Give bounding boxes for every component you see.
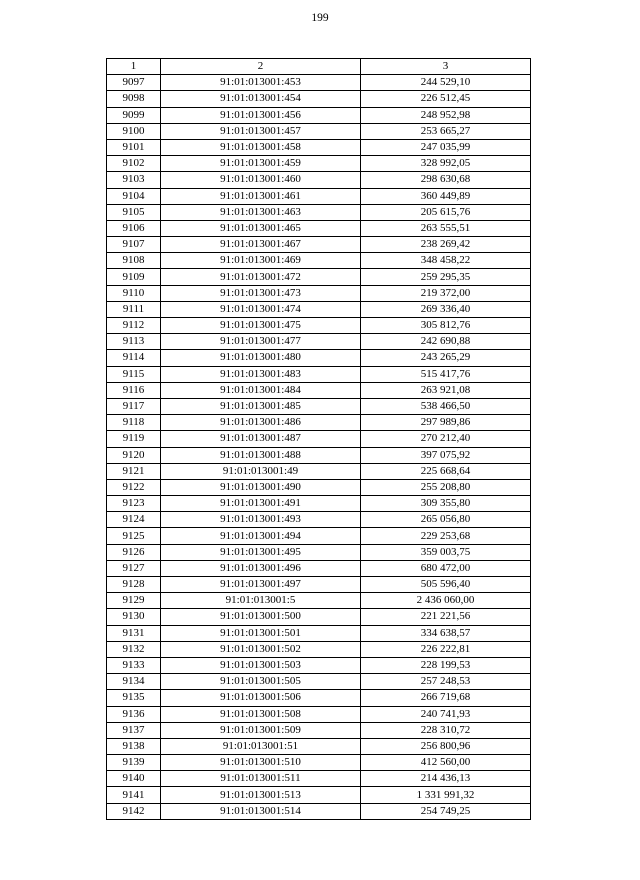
value-cell: 412 560,00 — [361, 755, 531, 771]
cadastral-number-cell: 91:01:013001:453 — [161, 75, 361, 91]
value-cell: 538 466,50 — [361, 398, 531, 414]
table-row — [107, 415, 531, 431]
row-number-cell: 9137 — [107, 722, 161, 738]
value-cell: 348 458,22 — [361, 253, 531, 269]
cadastral-number-cell: 91:01:013001:469 — [161, 253, 361, 269]
cadastral-number-cell: 91:01:013001:475 — [161, 318, 361, 334]
value-cell: 263 921,08 — [361, 382, 531, 398]
value-cell: 238 269,42 — [361, 237, 531, 253]
cadastral-number-cell: 91:01:013001:514 — [161, 803, 361, 819]
value-cell: 515 417,76 — [361, 366, 531, 382]
table-row — [107, 593, 531, 609]
cadastral-number-cell: 91:01:013001:503 — [161, 657, 361, 673]
table-row — [107, 398, 531, 414]
row-number-cell: 9098 — [107, 91, 161, 107]
table-row — [107, 512, 531, 528]
value-cell: 265 056,80 — [361, 512, 531, 528]
value-cell: 680 472,00 — [361, 560, 531, 576]
column-header: 2 — [161, 59, 361, 75]
value-cell: 205 615,76 — [361, 204, 531, 220]
value-cell: 298 630,68 — [361, 172, 531, 188]
cadastral-number-cell: 91:01:013001:5 — [161, 593, 361, 609]
value-cell: 254 749,25 — [361, 803, 531, 819]
row-number-cell: 9138 — [107, 738, 161, 754]
row-number-cell: 9108 — [107, 253, 161, 269]
cadastral-number-cell: 91:01:013001:461 — [161, 188, 361, 204]
cadastral-number-cell: 91:01:013001:505 — [161, 674, 361, 690]
cadastral-number-cell: 91:01:013001:488 — [161, 447, 361, 463]
row-number-cell: 9131 — [107, 625, 161, 641]
table-row — [107, 657, 531, 673]
table-row — [107, 496, 531, 512]
value-cell: 256 800,96 — [361, 738, 531, 754]
cadastral-number-cell: 91:01:013001:509 — [161, 722, 361, 738]
table-row — [107, 188, 531, 204]
table-header-row — [107, 59, 531, 75]
cadastral-number-cell: 91:01:013001:472 — [161, 269, 361, 285]
value-cell: 263 555,51 — [361, 220, 531, 236]
row-number-cell: 9119 — [107, 431, 161, 447]
table-row — [107, 366, 531, 382]
value-cell: 2 436 060,00 — [361, 593, 531, 609]
row-number-cell: 9142 — [107, 803, 161, 819]
table-row — [107, 755, 531, 771]
row-number-cell: 9124 — [107, 512, 161, 528]
value-cell: 305 812,76 — [361, 318, 531, 334]
table-row — [107, 674, 531, 690]
cadastral-number-cell: 91:01:013001:495 — [161, 544, 361, 560]
cadastral-number-cell: 91:01:013001:474 — [161, 301, 361, 317]
row-number-cell: 9112 — [107, 318, 161, 334]
value-cell: 269 336,40 — [361, 301, 531, 317]
cadastral-number-cell: 91:01:013001:51 — [161, 738, 361, 754]
table-row — [107, 771, 531, 787]
value-cell: 253 665,27 — [361, 123, 531, 139]
value-cell: 226 512,45 — [361, 91, 531, 107]
table-row — [107, 334, 531, 350]
table-row — [107, 431, 531, 447]
cadastral-number-cell: 91:01:013001:501 — [161, 625, 361, 641]
value-cell: 266 719,68 — [361, 690, 531, 706]
table-row — [107, 625, 531, 641]
cadastral-number-cell: 91:01:013001:456 — [161, 107, 361, 123]
row-number-cell: 9140 — [107, 771, 161, 787]
row-number-cell: 9118 — [107, 415, 161, 431]
value-cell: 334 638,57 — [361, 625, 531, 641]
value-cell: 229 253,68 — [361, 528, 531, 544]
data-table — [106, 58, 531, 820]
row-number-cell: 9126 — [107, 544, 161, 560]
table-row — [107, 139, 531, 155]
cadastral-number-cell: 91:01:013001:490 — [161, 479, 361, 495]
cadastral-number-cell: 91:01:013001:460 — [161, 172, 361, 188]
table-row — [107, 528, 531, 544]
value-cell: 397 075,92 — [361, 447, 531, 463]
row-number-cell: 9100 — [107, 123, 161, 139]
row-number-cell: 9104 — [107, 188, 161, 204]
table-row — [107, 463, 531, 479]
column-header: 3 — [361, 59, 531, 75]
row-number-cell: 9136 — [107, 706, 161, 722]
cadastral-number-cell: 91:01:013001:454 — [161, 91, 361, 107]
table-row — [107, 577, 531, 593]
table-row — [107, 301, 531, 317]
table-row — [107, 156, 531, 172]
row-number-cell: 9107 — [107, 237, 161, 253]
row-number-cell: 9135 — [107, 690, 161, 706]
cadastral-number-cell: 91:01:013001:506 — [161, 690, 361, 706]
table-row — [107, 544, 531, 560]
value-cell: 244 529,10 — [361, 75, 531, 91]
table-row — [107, 75, 531, 91]
cadastral-number-cell: 91:01:013001:491 — [161, 496, 361, 512]
column-header: 1 — [107, 59, 161, 75]
table-row — [107, 706, 531, 722]
row-number-cell: 9130 — [107, 609, 161, 625]
cadastral-number-cell: 91:01:013001:458 — [161, 139, 361, 155]
row-number-cell: 9123 — [107, 496, 161, 512]
cadastral-number-cell: 91:01:013001:49 — [161, 463, 361, 479]
row-number-cell: 9117 — [107, 398, 161, 414]
table-row — [107, 269, 531, 285]
cadastral-number-cell: 91:01:013001:497 — [161, 577, 361, 593]
value-cell: 328 992,05 — [361, 156, 531, 172]
table-row — [107, 204, 531, 220]
cadastral-number-cell: 91:01:013001:463 — [161, 204, 361, 220]
cadastral-number-cell: 91:01:013001:465 — [161, 220, 361, 236]
table-row — [107, 107, 531, 123]
table-row — [107, 253, 531, 269]
table-row — [107, 803, 531, 819]
row-number-cell: 9114 — [107, 350, 161, 366]
value-cell: 214 436,13 — [361, 771, 531, 787]
table-row — [107, 447, 531, 463]
cadastral-number-cell: 91:01:013001:502 — [161, 641, 361, 657]
table-row — [107, 318, 531, 334]
cadastral-number-cell: 91:01:013001:457 — [161, 123, 361, 139]
row-number-cell: 9129 — [107, 593, 161, 609]
value-cell: 228 199,53 — [361, 657, 531, 673]
value-cell: 243 265,29 — [361, 350, 531, 366]
value-cell: 259 295,35 — [361, 269, 531, 285]
row-number-cell: 9099 — [107, 107, 161, 123]
cadastral-number-cell: 91:01:013001:467 — [161, 237, 361, 253]
row-number-cell: 9132 — [107, 641, 161, 657]
row-number-cell: 9120 — [107, 447, 161, 463]
cadastral-number-cell: 91:01:013001:477 — [161, 334, 361, 350]
table-row — [107, 641, 531, 657]
table-row — [107, 479, 531, 495]
table-row — [107, 123, 531, 139]
value-cell: 221 221,56 — [361, 609, 531, 625]
row-number-cell: 9102 — [107, 156, 161, 172]
cadastral-number-cell: 91:01:013001:511 — [161, 771, 361, 787]
row-number-cell: 9111 — [107, 301, 161, 317]
cadastral-number-cell: 91:01:013001:485 — [161, 398, 361, 414]
value-cell: 505 596,40 — [361, 577, 531, 593]
table-row — [107, 172, 531, 188]
row-number-cell: 9109 — [107, 269, 161, 285]
value-cell: 360 449,89 — [361, 188, 531, 204]
value-cell: 219 372,00 — [361, 285, 531, 301]
value-cell: 1 331 991,32 — [361, 787, 531, 803]
table-row — [107, 91, 531, 107]
value-cell: 228 310,72 — [361, 722, 531, 738]
cadastral-number-cell: 91:01:013001:459 — [161, 156, 361, 172]
row-number-cell: 9139 — [107, 755, 161, 771]
row-number-cell: 9116 — [107, 382, 161, 398]
row-number-cell: 9113 — [107, 334, 161, 350]
value-cell: 248 952,98 — [361, 107, 531, 123]
row-number-cell: 9141 — [107, 787, 161, 803]
table-row — [107, 787, 531, 803]
table-row — [107, 690, 531, 706]
row-number-cell: 9101 — [107, 139, 161, 155]
value-cell: 226 222,81 — [361, 641, 531, 657]
table-row — [107, 722, 531, 738]
table-row — [107, 285, 531, 301]
cadastral-number-cell: 91:01:013001:486 — [161, 415, 361, 431]
table-row — [107, 350, 531, 366]
cadastral-number-cell: 91:01:013001:473 — [161, 285, 361, 301]
row-number-cell: 9122 — [107, 479, 161, 495]
value-cell: 225 668,64 — [361, 463, 531, 479]
table-row — [107, 609, 531, 625]
table-row — [107, 382, 531, 398]
page-number: 199 — [311, 12, 329, 24]
value-cell: 240 741,93 — [361, 706, 531, 722]
value-cell: 242 690,88 — [361, 334, 531, 350]
row-number-cell: 9121 — [107, 463, 161, 479]
cadastral-number-cell: 91:01:013001:484 — [161, 382, 361, 398]
row-number-cell: 9134 — [107, 674, 161, 690]
cadastral-number-cell: 91:01:013001:487 — [161, 431, 361, 447]
value-cell: 297 989,86 — [361, 415, 531, 431]
row-number-cell: 9110 — [107, 285, 161, 301]
cadastral-number-cell: 91:01:013001:513 — [161, 787, 361, 803]
cadastral-number-cell: 91:01:013001:508 — [161, 706, 361, 722]
row-number-cell: 9105 — [107, 204, 161, 220]
cadastral-number-cell: 91:01:013001:493 — [161, 512, 361, 528]
cadastral-number-cell: 91:01:013001:500 — [161, 609, 361, 625]
row-number-cell: 9127 — [107, 560, 161, 576]
row-number-cell: 9125 — [107, 528, 161, 544]
cadastral-number-cell: 91:01:013001:496 — [161, 560, 361, 576]
row-number-cell: 9103 — [107, 172, 161, 188]
table-body — [107, 75, 531, 820]
value-cell: 247 035,99 — [361, 139, 531, 155]
cadastral-number-cell: 91:01:013001:480 — [161, 350, 361, 366]
table-row — [107, 738, 531, 754]
row-number-cell: 9097 — [107, 75, 161, 91]
table-row — [107, 237, 531, 253]
cadastral-number-cell: 91:01:013001:483 — [161, 366, 361, 382]
table-row — [107, 220, 531, 236]
cadastral-number-cell: 91:01:013001:510 — [161, 755, 361, 771]
row-number-cell: 9133 — [107, 657, 161, 673]
table-row — [107, 560, 531, 576]
row-number-cell: 9115 — [107, 366, 161, 382]
row-number-cell: 9128 — [107, 577, 161, 593]
cadastral-number-cell: 91:01:013001:494 — [161, 528, 361, 544]
value-cell: 270 212,40 — [361, 431, 531, 447]
row-number-cell: 9106 — [107, 220, 161, 236]
value-cell: 309 355,80 — [361, 496, 531, 512]
value-cell: 359 003,75 — [361, 544, 531, 560]
value-cell: 255 208,80 — [361, 479, 531, 495]
value-cell: 257 248,53 — [361, 674, 531, 690]
